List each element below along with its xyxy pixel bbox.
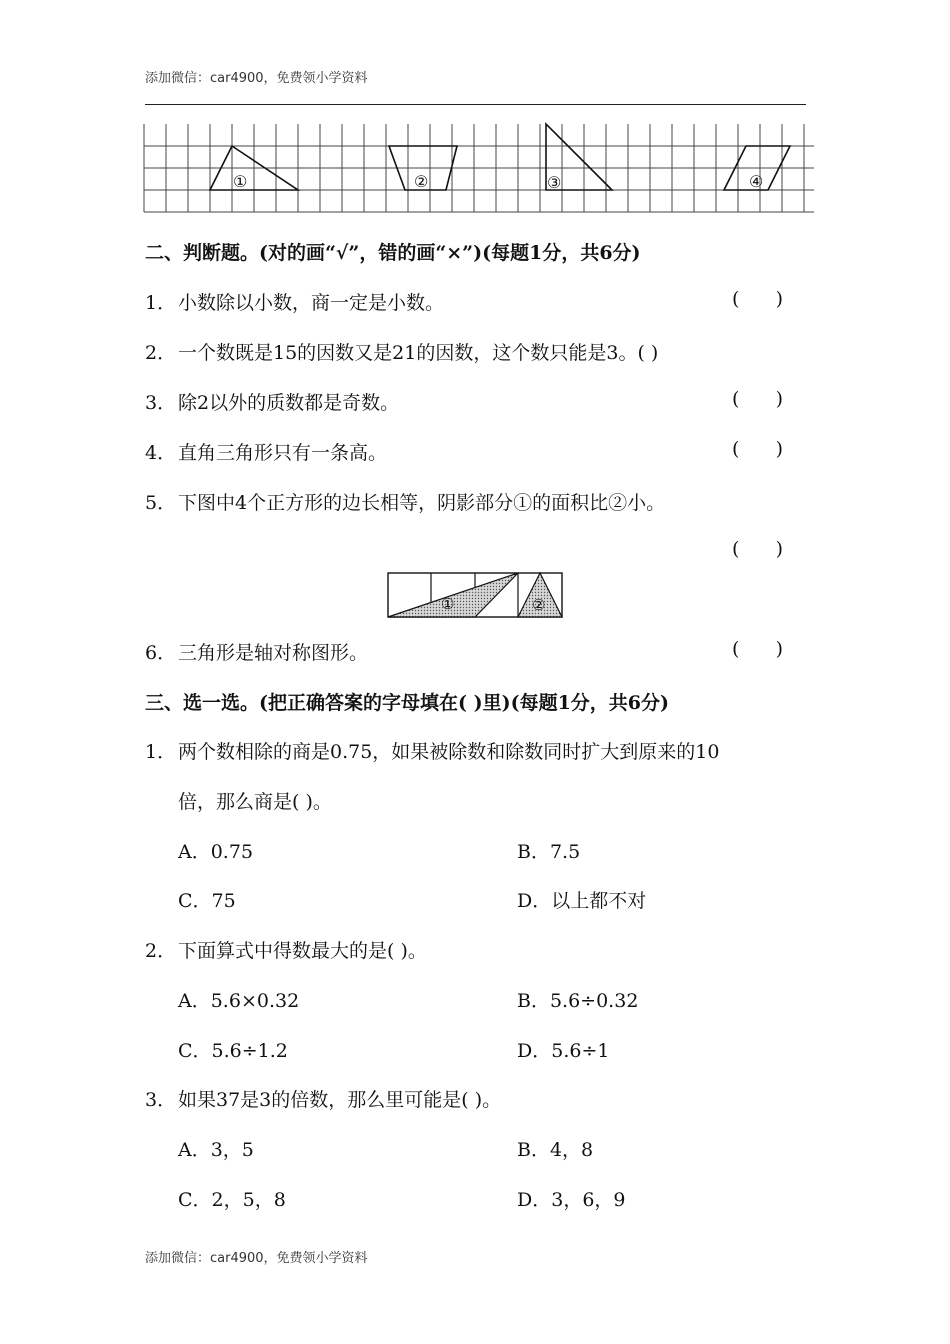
grid-label-3: ③ [547,173,562,192]
s2-item-6-answer-blank[interactable]: ( ) [732,638,784,660]
s2-item-1-num: 1． [145,292,177,314]
grid-label-4: ④ [749,172,764,191]
s3-q3-option-b[interactable]: B．4，8 [517,1139,594,1161]
s3-q2-num: 2． [145,940,177,962]
squares-figure [0,566,950,626]
s2-item-4-text: 直角三角形只有一条高。 [178,442,388,464]
s2-item-3-num: 3． [145,392,177,414]
s3-q1-option-c[interactable]: C．75 [178,890,236,912]
s3-q2-option-d[interactable]: D．5.6÷1 [517,1040,610,1062]
section2-title: 二、判断题。(对的画“√”，错的画“×”)(每题1分，共6分) [145,242,641,264]
s3-q2-option-a[interactable]: A．5.6×0.32 [178,990,300,1012]
s3-q2-option-c[interactable]: C．5.6÷1.2 [178,1040,288,1062]
s3-q1-num: 1． [145,741,177,763]
s2-item-6-text: 三角形是轴对称图形。 [178,642,369,664]
s2-item-3-answer-blank[interactable]: ( ) [732,388,784,410]
s3-q3-line1: 如果37是3的倍数，那么里可能是( )。 [178,1089,502,1111]
s3-q1-line1: 两个数相除的商是0.75，如果被除数和除数同时扩大到原来的10 [178,741,720,763]
grid-figure [0,118,950,218]
squares-label-2: ② [532,596,546,614]
s3-q3-option-c[interactable]: C．2，5，8 [178,1189,286,1211]
page-footer: 添加微信：car4900，免费领小学资料 [145,1251,368,1266]
s2-item-3-text: 除2以外的质数都是奇数。 [178,392,400,414]
s2-item-5-text: 下图中4个正方形的边长相等，阴影部分①的面积比②小。 [178,492,666,514]
s3-q3-option-a[interactable]: A．3，5 [178,1139,254,1161]
squares-label-1: ① [441,595,455,613]
s3-q1-option-a[interactable]: A．0.75 [178,841,254,863]
s2-item-1-text: 小数除以小数，商一定是小数。 [178,292,445,314]
s2-item-4-num: 4． [145,442,177,464]
s3-q1-option-d[interactable]: D．以上都不对 [517,890,647,912]
s2-item-6-num: 6． [145,642,177,664]
s2-item-5-num: 5． [145,492,177,514]
page-header: 添加微信：car4900，免费领小学资料 [145,71,368,86]
s3-q1-line2: 倍，那么商是( )。 [178,791,332,813]
s3-q1-option-b[interactable]: B．7.5 [517,841,581,863]
grid-lines [144,124,814,212]
s2-item-5-answer-blank[interactable]: ( ) [732,538,784,560]
grid-label-1: ① [233,172,248,191]
section3-title: 三、选一选。(把正确答案的字母填在( )里)(每题1分，共6分) [145,692,669,714]
s3-q3-option-d[interactable]: D．3，6，9 [517,1189,626,1211]
s3-q3-num: 3． [145,1089,177,1111]
header-rule [145,104,806,105]
grid-label-2: ② [414,172,429,191]
s2-item-2-text: 一个数既是15的因数又是21的因数，这个数只能是3。( ) [178,342,659,364]
s2-item-4-answer-blank[interactable]: ( ) [732,438,784,460]
s2-item-1-answer-blank[interactable]: ( ) [732,288,784,310]
s3-q2-option-b[interactable]: B．5.6÷0.32 [517,990,639,1012]
s2-item-2-num: 2． [145,342,177,364]
s3-q2-line1: 下面算式中得数最大的是( )。 [178,940,427,962]
